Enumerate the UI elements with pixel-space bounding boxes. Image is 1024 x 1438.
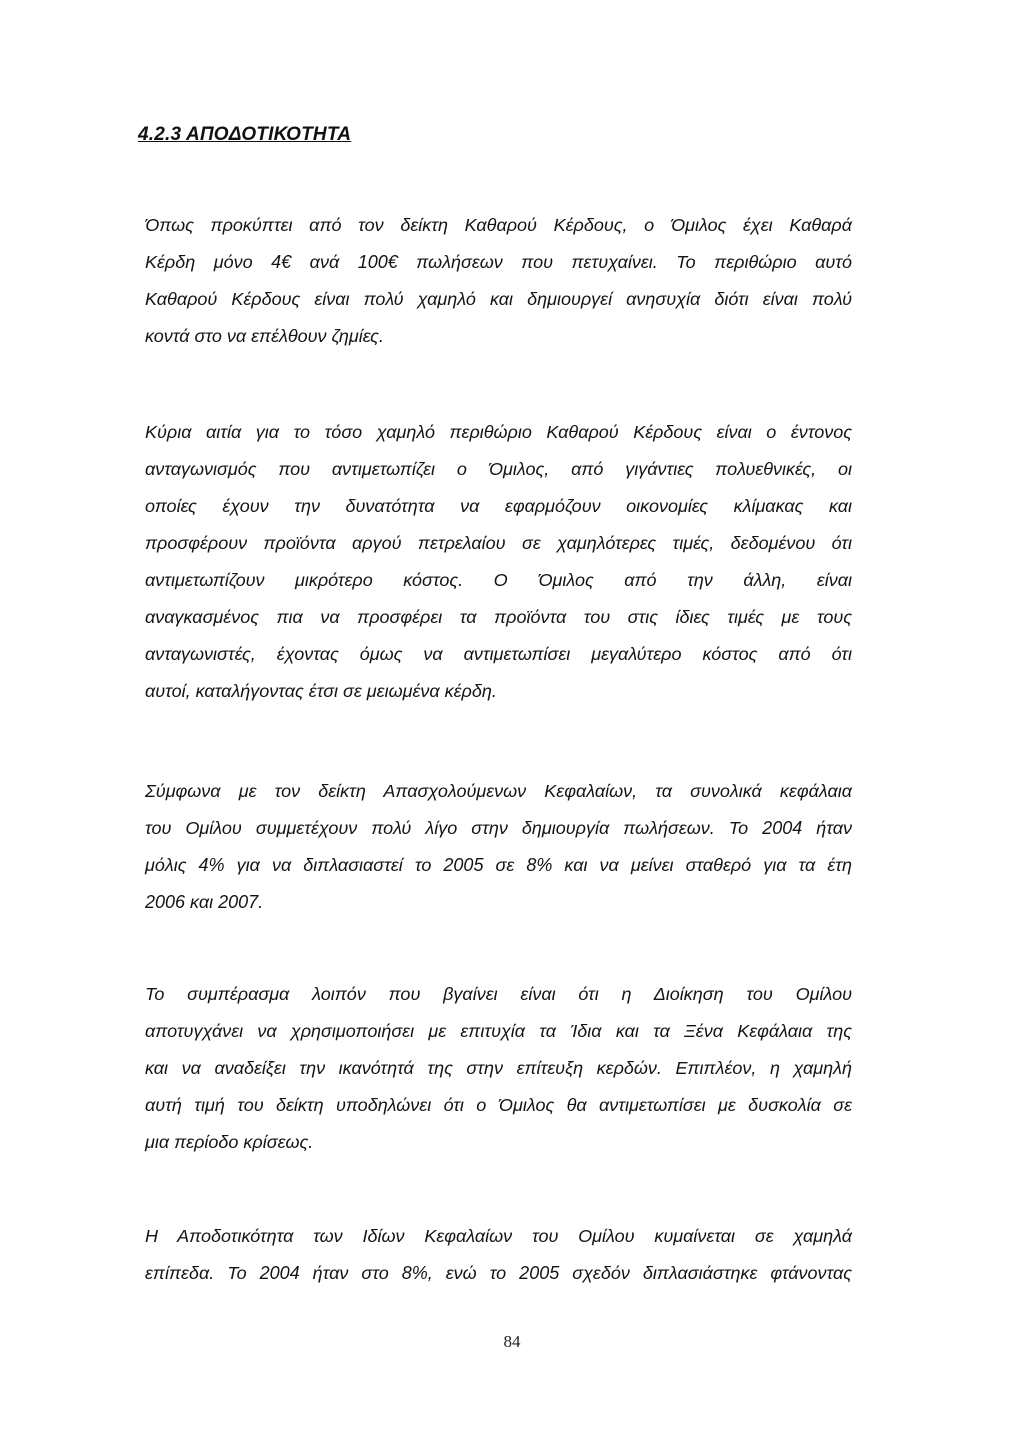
paragraph-conclusion <box>145 976 852 1161</box>
text-line: μια περίοδο κρίσεως. <box>145 1132 314 1152</box>
text-line: αντιμετωπίζουν μικρότερο κόστος. Ο Όμιλος από την άλλη, είναι <box>145 570 852 590</box>
text-line: Όπως προκύπτει από τον δείκτη Καθαρού Κέρδους, ο Όμιλος έχει Καθαρά <box>145 215 852 235</box>
page-number: 84 <box>503 1332 521 1351</box>
text-line: Το συμπέρασμα λοιπόν που βγαίνει είναι ότι η Διοίκηση του Ομίλου <box>145 984 852 1004</box>
text-line: προσφέρουν προϊόντα αργού πετρελαίου σε χαμηλότερες τιμές, δεδομένου ότι <box>145 533 852 553</box>
paragraph-return-on-equity <box>145 1218 852 1292</box>
text-line: αποτυγχάνει να χρησιμοποιήσει με επιτυχία τα Ίδια και τα Ξένα Κεφάλαια της <box>145 1021 852 1041</box>
text-line: αναγκασμένος πια να προσφέρει τα προϊόντα του στις ίδιες τιμές με τους <box>145 607 852 627</box>
text-line: κοντά στο να επέλθουν ζημίες. <box>145 326 384 346</box>
text-line: μόλις 4% για να διπλασιαστεί το 2005 σε 8% και να μείνει σταθερό για τα έτη <box>145 855 852 875</box>
text-line: οποίες έχουν την δυνατότητα να εφαρμόζουν οικονομίες κλίμακας και <box>145 496 852 516</box>
text-line: Καθαρού Κέρδους είναι πολύ χαμηλό και δημιουργεί ανησυχία διότι είναι πολύ <box>145 289 852 309</box>
paragraph-net-profit <box>145 207 852 355</box>
text-line: αυτοί, καταλήγοντας έτσι σε μειωμένα κέρδη. <box>145 681 497 701</box>
section-heading: 4.2.3 ΑΠΟΔΟΤΙΚΟΤΗΤΑ <box>138 124 352 145</box>
text-line: ανταγωνιστές, έχοντας όμως να αντιμετωπίσει μεγαλύτερο κόστος από ότι <box>145 644 852 664</box>
text-line: Σύμφωνα με τον δείκτη Απασχολούμενων Κεφαλαίων, τα συνολικά κεφάλαια <box>145 781 852 801</box>
text-line: 2006 και 2007. <box>145 892 264 912</box>
text-line: επίπεδα. Το 2004 ήταν στο 8%, ενώ το 2005 σχεδόν διπλασιάστηκε φτάνοντας <box>145 1263 852 1283</box>
text-line: ανταγωνισμός που αντιμετωπίζει ο Όμιλος, από γιγάντιες πολυεθνικές, οι <box>145 459 852 479</box>
text-line: Κύρια αιτία για το τόσο χαμηλό περιθώριο Καθαρού Κέρδους είναι ο έντονος <box>145 422 852 442</box>
text-line: Η Αποδοτικότητα των Ιδίων Κεφαλαίων του Ομίλου κυμαίνεται σε χαμηλά <box>145 1226 852 1246</box>
text-line: αυτή τιμή του δείκτη υποδηλώνει ότι ο Όμιλος θα αντιμετωπίσει με δυσκολία σε <box>145 1095 852 1115</box>
paragraph-competition <box>145 414 852 710</box>
text-line: Κέρδη μόνο 4€ ανά 100€ πωλήσεων που πετυχαίνει. Το περιθώριο αυτό <box>145 252 852 272</box>
text-line: και να αναδείξει την ικανότητά της στην επίτευξη κερδών. Επιπλέον, η χαμηλή <box>145 1058 852 1078</box>
paragraph-employed-capital <box>145 773 852 921</box>
text-line: του Ομίλου συμμετέχουν πολύ λίγο στην δημιουργία πωλήσεων. Το 2004 ήταν <box>145 818 852 838</box>
